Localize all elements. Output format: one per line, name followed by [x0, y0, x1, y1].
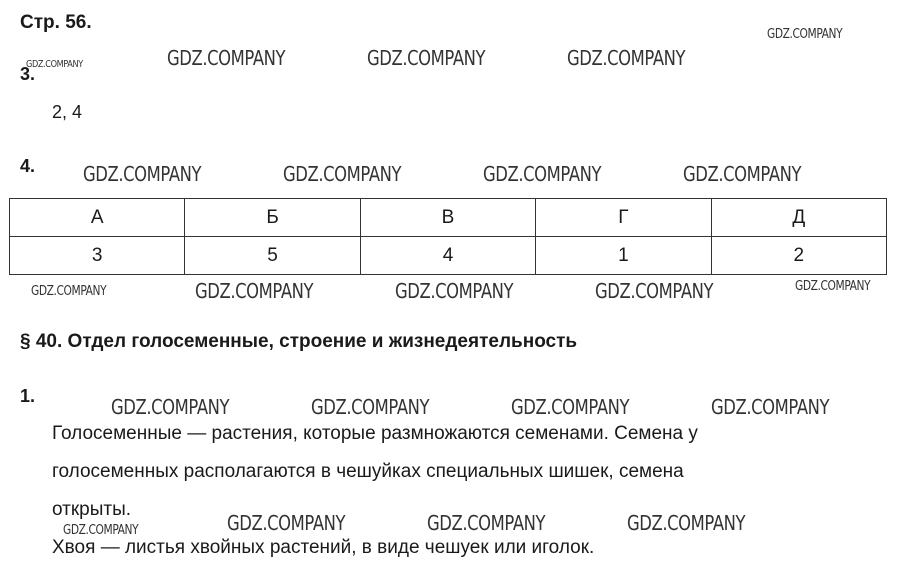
- page-title: Стр. 56.: [20, 12, 92, 33]
- watermark: GDZ.COMPANY: [767, 27, 843, 42]
- watermark: GDZ.COMPANY: [711, 395, 830, 419]
- table-cell: Г: [536, 199, 711, 237]
- watermark: GDZ.COMPANY: [427, 511, 546, 535]
- table-cell: 3: [10, 237, 185, 275]
- watermark: GDZ.COMPANY: [283, 162, 402, 186]
- watermark: GDZ.COMPANY: [795, 279, 871, 294]
- watermark: GDZ.COMPANY: [311, 395, 430, 419]
- answer-table: [9, 198, 887, 275]
- watermark: GDZ.COMPANY: [83, 162, 202, 186]
- task-1-line: открыты.: [52, 499, 132, 520]
- task-4-number: 4.: [20, 156, 36, 176]
- watermark: GDZ.COMPANY: [167, 46, 286, 70]
- table-cell: В: [360, 199, 535, 237]
- watermark: GDZ.COMPANY: [63, 523, 139, 538]
- watermark: GDZ.COMPANY: [395, 279, 514, 303]
- task-1-line: Хвоя — листья хвойных растений, в виде чешуек или иголок.: [52, 537, 595, 558]
- table-cell: Б: [185, 199, 360, 237]
- watermark: GDZ.COMPANY: [595, 279, 714, 303]
- watermark: GDZ.COMPANY: [111, 395, 230, 419]
- watermark: GDZ.COMPANY: [627, 511, 746, 535]
- table-cell: 4: [360, 237, 535, 275]
- task-3-number: 3.: [20, 64, 36, 84]
- watermark: GDZ.COMPANY: [567, 46, 686, 70]
- watermark: GDZ.COMPANY: [367, 46, 486, 70]
- section-heading: § 40. Отдел голосеменные, строение и жизнедеятельность: [20, 331, 578, 352]
- task-1-number: 1.: [20, 386, 36, 406]
- watermark: GDZ.COMPANY: [195, 279, 314, 303]
- task-3-answer: 2, 4: [52, 102, 83, 122]
- table-cell: А: [10, 199, 185, 237]
- watermark: GDZ.COMPANY: [26, 59, 83, 70]
- table-cell: 2: [711, 237, 886, 275]
- watermark: GDZ.COMPANY: [683, 162, 802, 186]
- table-cell: 1: [536, 237, 711, 275]
- table-cell: 5: [185, 237, 360, 275]
- task-1-line: Голосеменные — растения, которые размножаются семенами. Семена у: [52, 423, 698, 444]
- table-row: [10, 237, 887, 275]
- table-header-row: [10, 199, 887, 237]
- table-cell: Д: [711, 199, 886, 237]
- watermark: GDZ.COMPANY: [511, 395, 630, 419]
- task-1-line: голосеменных располагаются в чешуйках специальных шишек, семена: [52, 461, 684, 482]
- watermark: GDZ.COMPANY: [483, 162, 602, 186]
- watermark: GDZ.COMPANY: [227, 511, 346, 535]
- watermark: GDZ.COMPANY: [31, 284, 107, 299]
